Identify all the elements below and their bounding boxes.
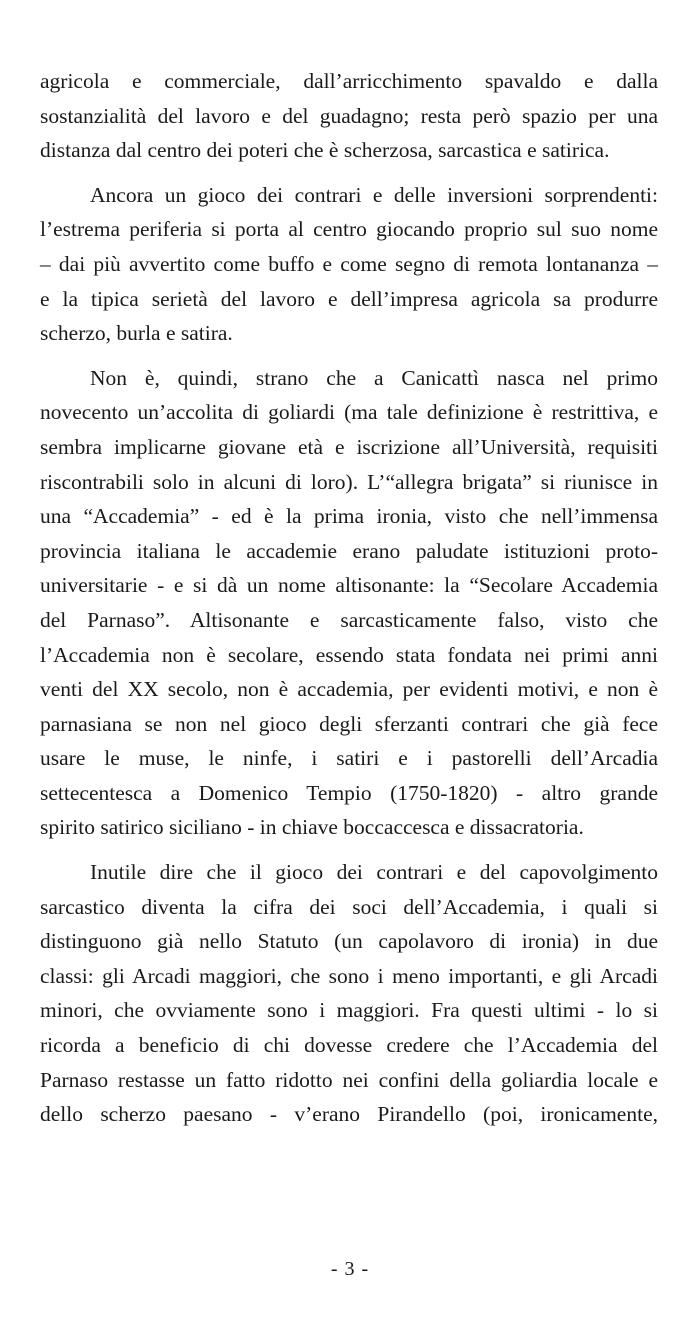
text-line: del Parnaso”. Altisonante e sarcasticamente falso, visto che xyxy=(40,607,658,632)
paragraph xyxy=(40,361,658,845)
text-line: minori, che ovviamente sono i maggiori. Fra questi ultimi - lo si xyxy=(40,998,658,1023)
text-line: l’estrema periferia si porta al centro giocando proprio sul suo nome xyxy=(40,217,658,242)
page-body xyxy=(40,64,658,1142)
text-line: classi: gli Arcadi maggiori, che sono i meno importanti, e gli Arcadi xyxy=(40,963,658,988)
text-line: settecentesca a Domenico Tempio (1750-1820) - altro grande xyxy=(40,780,658,805)
paragraph xyxy=(40,64,658,168)
text-line: Inutile dire che il gioco dei contrari e del capovolgimento xyxy=(90,860,658,885)
text-line: novecento un’accolita di goliardi (ma tale definizione è restrittiva, e xyxy=(40,400,658,425)
text-line: sarcastico diventa la cifra dei soci dell’Accademia, i quali si xyxy=(40,894,658,919)
text-line: sembra implicarne giovane età e iscrizione all’Università, requisiti xyxy=(40,434,658,459)
text-line: riscontrabili solo in alcuni di loro). L’“allegra brigata” si riunisce in xyxy=(40,469,658,494)
text-line: sostanzialità del lavoro e del guadagno; resta però spazio per una xyxy=(40,103,658,128)
page-number: - 3 - xyxy=(330,1258,370,1280)
text-line: spirito satirico siciliano - in chiave boccaccesca e dissacratoria. xyxy=(40,815,584,840)
paragraph xyxy=(40,178,658,351)
text-line: distinguono già nello Statuto (un capolavoro di ironia) in due xyxy=(40,929,658,954)
text-line: – dai più avvertito come buffo e come segno di remota lontananza – xyxy=(40,251,658,276)
text-line: venti del XX secolo, non è accademia, per evidenti motivi, e non è xyxy=(40,677,658,702)
text-line: Non è, quindi, strano che a Canicattì nasca nel primo xyxy=(90,365,658,390)
text-line: usare le muse, le ninfe, i satiri e i pastorelli dell’Arcadia xyxy=(40,746,658,771)
text-line: e la tipica serietà del lavoro e dell’impresa agricola sa produrre xyxy=(40,286,658,311)
text-line: agricola e commerciale, dall’arricchimento spavaldo e dalla xyxy=(40,69,658,93)
paragraph xyxy=(40,855,658,1132)
text-line: l’Accademia non è secolare, essendo stata fondata nei primi anni xyxy=(40,642,658,667)
text-line: Ancora un gioco dei contrari e delle inversioni sorprendenti: xyxy=(90,182,658,207)
text-line: una “Accademia” - ed è la prima ironia, visto che nell’immensa xyxy=(40,504,658,529)
text-line: distanza dal centro dei poteri che è scherzosa, sarcastica e satirica. xyxy=(40,138,610,163)
text-line: ricorda a beneficio di chi dovesse credere che l’Accademia del xyxy=(40,1033,658,1058)
text-line: Parnaso restasse un fatto ridotto nei confini della goliardia locale e xyxy=(40,1067,658,1092)
text-line: dello scherzo paesano - v’erano Pirandello (poi, ironicamente, xyxy=(40,1102,658,1127)
text-line: universitarie - e si dà un nome altisonante: la “Secolare Accademia xyxy=(40,573,658,598)
text-line: parnasiana se non nel gioco degli sferzanti contrari che già fece xyxy=(40,711,658,736)
text-line: scherzo, burla e satira. xyxy=(40,321,233,346)
text-line: provincia italiana le accademie erano paludate istituzioni proto- xyxy=(40,538,658,563)
